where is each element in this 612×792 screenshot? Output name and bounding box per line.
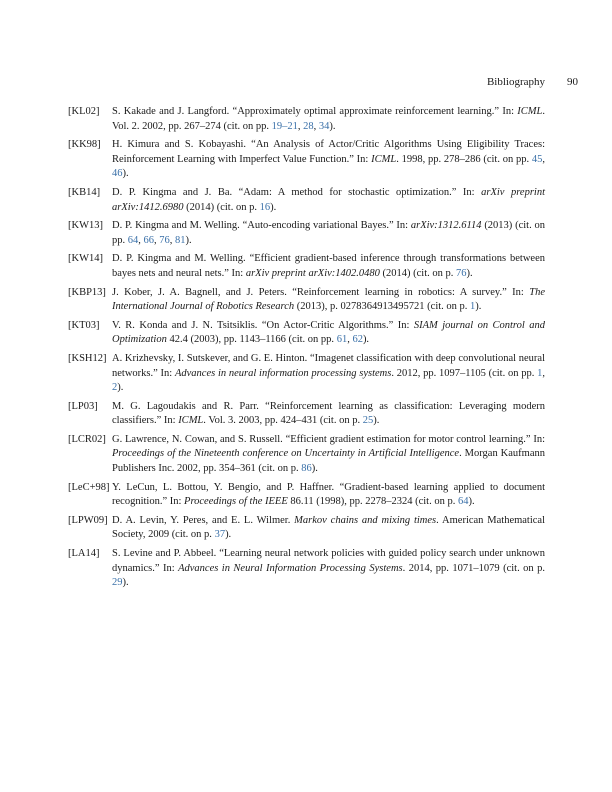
entry-text: V. R. Konda and J. N. Tsitsiklis. “On Actor-Critic Algorithms.” In: [112,319,414,331]
entry-text: ). [122,168,129,180]
citation-page-link[interactable]: 45 [531,153,543,165]
entry-text: , [138,234,144,246]
entry-text: J. Kober, J. A. Bagnell, and J. Peters. “Reinforcement learning in robotics: A survey.” In: [112,286,530,298]
entry-text: . 2014, pp. 1071–1079 (cit. on p. [402,562,545,574]
citation-page-link[interactable]: 61 [336,334,348,346]
citation-page-link[interactable]: 86 [301,463,312,475]
entry-text: . Vol. 2. 2002, pp. 267–274 (cit. on pp. [112,106,545,132]
bib-entry-label: [LeC+98] [68,481,110,493]
venue-title-text: arXiv:1312.6114 [410,220,482,232]
bib-entry [68,286,545,315]
entry-text: ). [122,577,129,589]
bib-entry-label: [KSH12] [68,352,107,364]
citation-page-link[interactable]: 1 [470,301,476,313]
venue-title-text: Advances in neural information processing systems [174,367,392,379]
bib-entry [68,400,545,429]
entry-text: , [347,334,353,346]
bib-entry [68,105,545,134]
citation-page-link[interactable]: 25 [362,415,374,427]
bib-entry-body [112,252,545,281]
citation-page-link[interactable]: 37 [214,529,226,541]
entry-text: H. Kimura and S. Kobayashi. “An Analysis of Actor/Critic Algorithms Using Eligibility Traces: Reinforcement Learning with Imperfect Value Function.” In: [112,139,545,165]
bib-entry-body [112,433,545,477]
bib-entry-label: [KBP13] [68,286,106,298]
entry-text: , [297,120,304,132]
bib-entry-label: [LA14] [68,548,100,560]
entry-text: . 2012, pp. 1097–1105 (cit. on pp. [391,367,538,379]
bib-entry [68,433,545,477]
entry-text: (2014) (cit. on p. [379,267,457,279]
entry-text: ). [373,415,380,427]
bib-entry-label: [KT03] [68,319,100,331]
entry-text: ). [117,382,124,394]
venue-title-text: Markov chains and mixing times [294,514,437,526]
citation-page-link[interactable]: 28 [303,120,314,132]
entry-text: , [542,367,545,379]
bib-entry-label: [LCR02] [68,433,106,445]
entry-text: , [169,234,175,246]
entry-text: Y. LeCun, L. Bottou, Y. Bengio, and P. Haffner. “Gradient-based learning applied to document recognition.” In: [112,481,545,508]
bib-entry [68,138,545,182]
bib-entry-label: [LP03] [68,400,98,412]
entry-text: . 1998, pp. 278–286 (cit. on pp. [396,153,532,165]
entry-text: ). [466,267,473,279]
citation-page-link[interactable]: 76 [159,234,170,246]
entry-text: ). [225,529,232,541]
bib-entry-label: [KB14] [68,186,101,198]
citation-page-link[interactable]: 1 [537,367,543,379]
citation-page-link[interactable]: 81 [175,234,186,246]
entry-text: . Morgan Kaufmann Publishers Inc. 2002, pp. 354–361 (cit. on p. [112,448,545,475]
entry-text: (2014) (cit. on p. [183,201,260,213]
bib-entry [68,481,545,510]
venue-title-text: arXiv preprint arXiv:1402.0480 [245,267,380,279]
bib-entry-body [112,514,545,543]
citation-page-link[interactable]: 64 [127,234,139,246]
bibliography-list [68,105,545,595]
entry-text: S. Kakade and J. Langford. “Approximately optimal approximate reinforcement learning.” In: [112,106,518,117]
bib-entry-body [112,138,545,182]
entry-text: ). [185,234,192,246]
bib-entry [68,514,545,543]
entry-text: (2013) (cit. on pp. [112,220,545,246]
entry-text: M. G. Lagoudakis and R. Parr. “Reinforcement learning as classification: Leveraging modern classifiers.” In: [112,400,545,427]
entry-text: ). [311,463,318,475]
bib-entry-body [112,352,545,396]
entry-text: ). [329,120,336,132]
venue-title-text: The International Journal of Robotics Research [112,286,545,313]
bib-entry-label: [KL02] [68,106,100,117]
header-page-number: 90 [567,76,578,88]
entry-text: ). [475,301,482,313]
venue-title-text: ICML [178,415,204,427]
entry-text: , [313,120,319,132]
entry-text: ). [270,201,277,213]
bib-entry-body [112,105,545,134]
header-title: Bibliography [486,76,545,88]
venue-title-text: SIAM journal on Control and Optimization [112,319,545,346]
venue-title-text: arXiv preprint arXiv:1412.6980 [112,186,546,213]
bib-entry-body [112,286,545,315]
bib-entry [68,319,545,348]
citation-page-link[interactable]: 16 [259,201,271,213]
entry-text: G. Lawrence, N. Cowan, and S. Russell. “Efficient gradient estimation for motor control learning.” In: [112,433,545,445]
entry-text: ). [468,496,475,508]
entry-text: . American Mathematical Society, 2009 (cit. on p. [112,514,546,541]
venue-title-text: ICML [371,153,397,165]
entry-text: 42.4 (2003), pp. 1143–1166 (cit. on pp. [166,334,337,346]
entry-text: D. A. Levin, Y. Peres, and E. L. Wilmer. [112,514,295,526]
entry-text: S. Levine and P. Abbeel. “Learning neural network policies with guided policy search under unknown dynamics.” In: [112,548,545,574]
entry-text: D. P. Kingma and M. Welling. “Auto-encoding variational Bayes.” In: [112,220,411,232]
entry-text: D. P. Kingma and M. Welling. “Efficient gradient-based inference through transformations between bayes nets and neural nets.” In: [112,253,545,279]
citation-page-link[interactable]: 76 [456,267,467,279]
citation-page-link[interactable]: 2 [112,382,118,394]
entry-text: , [542,153,545,165]
venue-title-text: Proceedings of the Nineteenth conference on Uncertainty in Artificial Intelligence [112,448,460,460]
citation-page-link[interactable]: 62 [352,334,363,346]
entry-text: A. Krizhevsky, I. Sutskever, and G. E. Hinton. “Imagenet classification with deep convolutional neural networks.” In: [112,352,545,379]
citation-page-link[interactable]: 64 [457,496,469,508]
entry-text: , [154,234,160,246]
bib-entry-label: [KW14] [68,253,103,265]
bib-entry-body [112,319,545,348]
citation-page-link[interactable]: 34 [318,120,330,132]
bib-entry-body [112,186,545,215]
entry-text: D. P. Kingma and J. Ba. “Adam: A method for stochastic optimization.” In: [112,186,482,198]
bib-entry-label: [KW13] [68,220,103,232]
bib-entry-body [112,481,545,510]
bib-entry [68,186,545,215]
bib-entry [68,547,545,591]
citation-page-link[interactable]: 29 [112,577,123,589]
page-header [0,76,578,88]
entry-text: . Vol. 3. 2003, pp. 424–431 (cit. on p. [203,415,363,427]
entry-text: 86.11 (1998), pp. 2278–2324 (cit. on p. [287,496,458,508]
bib-entry [68,252,545,281]
citation-page-link[interactable]: 66 [143,234,154,246]
venue-title-text: Proceedings of the IEEE [184,496,288,508]
citation-page-link[interactable]: 46 [112,168,123,180]
bib-entry-body [112,547,545,591]
bib-entry-label: [KK98] [68,139,101,151]
bib-entry-body [112,219,545,248]
venue-title-text: ICML [517,106,543,117]
venue-title-text: Advances in Neural Information Processing Systems [178,562,403,574]
bib-entry-label: [LPW09] [68,514,108,526]
citation-page-link[interactable]: 19–21 [271,120,298,132]
bib-entry-body [112,400,545,429]
entry-text: ). [362,334,370,346]
entry-text: (2013), p. 0278364913495721 (cit. on p. [294,301,471,313]
bib-entry [68,219,545,248]
bib-entry [68,352,545,396]
